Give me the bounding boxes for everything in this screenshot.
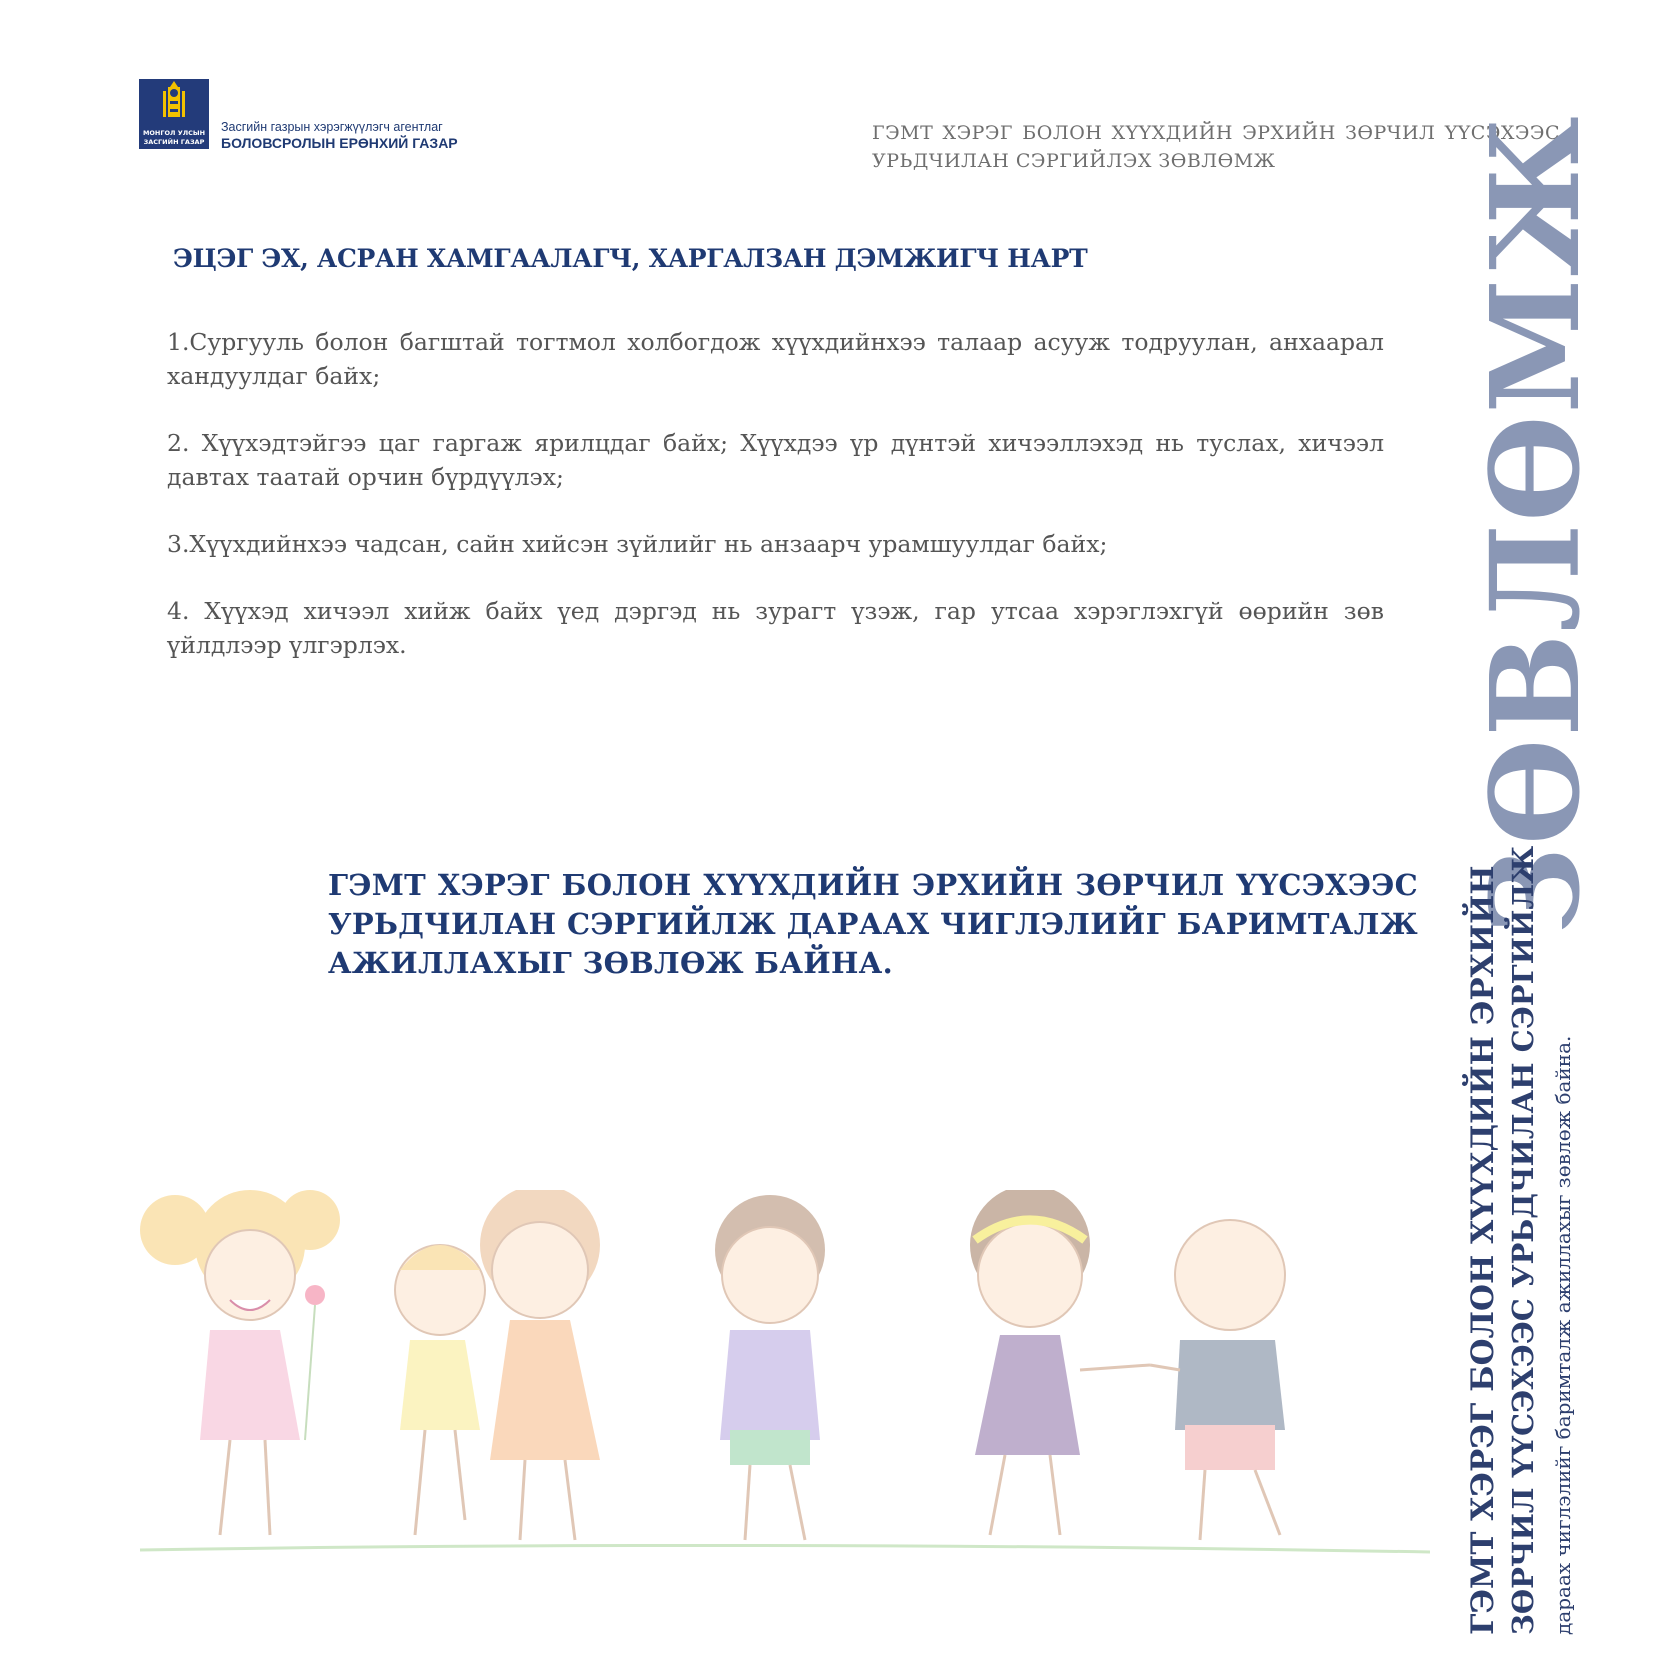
agency-line1: Засгийн газрын хэрэгжүүлэгч агентлаг [221,120,443,134]
logo-caption-line2: ЗАСГИЙН ГАЗАР [143,138,205,146]
side-line3: дараах чиглэлийг баримталж ажиллахыг зөвлөж байна. [1551,1035,1575,1635]
child-figure-5 [970,1190,1150,1535]
government-logo [139,79,209,149]
advice-item-3: 3.Хүүхдийнхээ чадсан, сайн хийсэн зүйлийг нь анзаарч урамшуулдаг байх; [167,530,1108,558]
agency-line2: БОЛОВСРОЛЫН ЕРӨНХИЙ ГАЗАР [221,135,458,151]
child-figure-6 [1150,1220,1285,1540]
side-big-title: ЗӨВЛӨМЖ [1463,114,1607,935]
child-figure-1 [140,1190,340,1535]
child-figure-4 [715,1195,825,1540]
advice-list [167,325,1384,695]
children-illustration [70,1190,1430,1570]
section-heading: ЭЦЭГ ЭХ, АСРАН ХАМГААЛАГЧ, ХАРГАЛЗАН ДЭМЖИГЧ НАРТ [173,244,1088,273]
agency-name [221,120,458,151]
child-figure-3 [480,1190,600,1540]
callout-text: ГЭМТ ХЭРЭГ БОЛОН ХҮҮХДИЙН ЭРХИЙН ЗӨРЧИЛ ҮҮСЭХЭЭС УРЬДЧИЛАН СЭРГИЙЛЖ ДАРААХ ЧИГЛЭЛИЙГ БАРИМТАЛЖ АЖИЛЛАХЫГ ЗӨВЛӨЖ БАЙНА. [328,868,1418,980]
advice-item-1: 1.Сургууль болон багштай тогтмол холбогдож хүүхдийнхээ талаар асууж тодруулан, анхаарал хандуулдаг байх; [167,328,1384,390]
header-title: ГЭМТ ХЭРЭГ БОЛОН ХҮҮХДИЙН ЭРХИЙН ЗӨРЧИЛ ҮҮСЭХЭЭС УРЬДЧИЛАН СЭРГИЙЛЭХ ЗӨВЛӨМЖ [872,122,1560,172]
soyombo-icon [139,79,209,129]
side-line2: ЗӨРЧИЛ ҮҮСЭХЭЭС УРЬДЧИЛАН СЭРГИЙЛЖ [1506,845,1540,1635]
advice-item-4: 4. Хүүхэд хичээл хийж байх үед дэргэд нь зурагт үзэж, гар утсаа хэрэглэхгүй өөрийн зөв үйлдлээр үлгэрлэх. [167,597,1384,659]
side-line1: ГЭМТ ХЭРЭГ БОЛОН ХҮҮХДИЙН ЭРХИЙН [1465,865,1501,1635]
advice-item-2: 2. Хүүхэдтэйгээ цаг гаргаж ярилцдаг байх; Хүүхдээ үр дүнтэй хичээллэхэд нь туслах, хичээл давтах таатай орчин бүрдүүлэх; [167,429,1384,491]
child-figure-2 [395,1245,485,1535]
logo-caption-line1: МОНГОЛ УЛСЫН [142,129,206,137]
